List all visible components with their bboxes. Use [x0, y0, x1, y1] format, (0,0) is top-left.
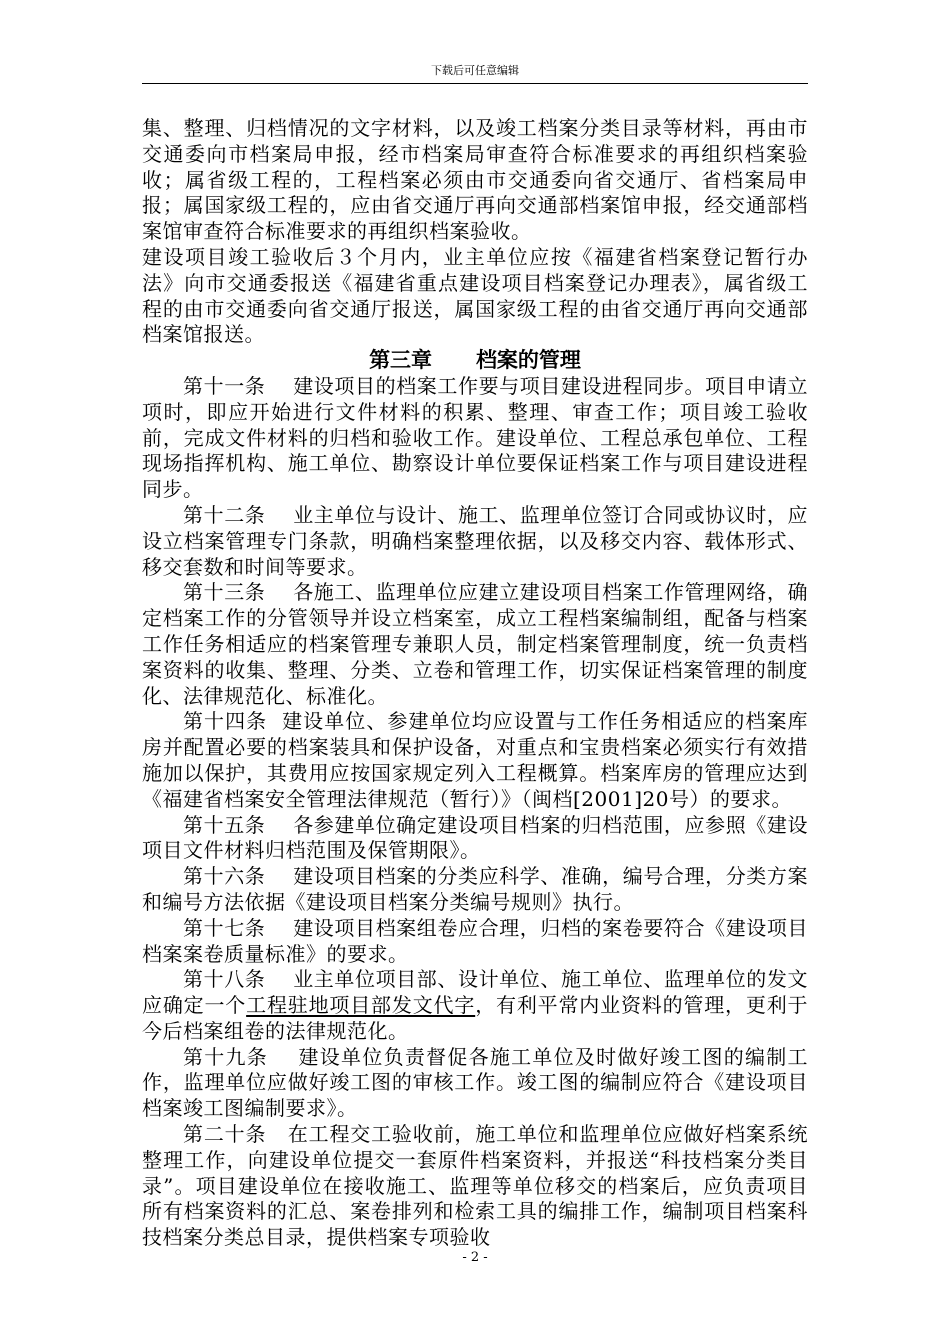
article-label: 第二十条 [183, 1122, 267, 1147]
article-19 [142, 1045, 808, 1122]
article-label: 第十七条 [183, 915, 266, 940]
chapter-title: 档案的管理 [475, 348, 581, 373]
article-20 [142, 1122, 808, 1251]
article-text: 业主单位与设计、施工、监理单位签订合同或协议时，应设立档案管理专门条款，明确档案整理依据，以及移交内容、载体形式、移交套数和时间等要求。 [142, 502, 808, 579]
article-text: 各施工、监理单位应建立建设项目档案工作管理网络，确定档案工作的分管领导并设立档案室，成立工程档案编制组，配备与档案工作任务相适应的档案管理专兼职人员，制定档案管理制度，统一负责档案资料的收集、整理、分类、立卷和管理工作，切实保证档案管理的制度化、法律规范化、标准化。 [142, 580, 808, 708]
page-header-note: 下载后可任意编辑 [431, 64, 519, 77]
article-label: 第十三条 [183, 580, 266, 605]
article-label: 第十八条 [183, 967, 266, 992]
chapter-number: 第三章 [369, 348, 433, 373]
article-text: 建设单位、参建单位均应设置与工作任务相适应的档案库房并配置必要的档案装具和保护设备，对重点和宝贵档案必须实行有效措施加以保护，其费用应按国家规定列入工程概算。档案库房的管理应达到《福建省档案安全管理法律规范（暂行）》（闽档[2001]20号）的要求。 [142, 709, 809, 811]
article-text: ，有利平常内业资料的管理，更利于今后档案组卷的法律规范化。 [142, 993, 809, 1043]
article-17 [142, 916, 808, 968]
article-text: 各参建单位确定建设项目档案的归档范围，应参照《建设项目文件材料归档范围及保管期限》。 [142, 812, 808, 863]
article-label: 第十五条 [183, 812, 266, 837]
article-label: 第十二条 [183, 502, 266, 527]
article-label: 第十四条 [183, 709, 268, 734]
article-12 [142, 503, 808, 580]
article-11 [142, 374, 808, 503]
article-label: 第十六条 [183, 864, 266, 889]
article-15 [142, 813, 808, 865]
article-text: 业主单位项目部、设计单位、施工单位、监理单位的发文应确定一个 [142, 967, 808, 1018]
article-text-underlined: 工程驻地项目部发文代字 [246, 993, 476, 1018]
article-text: 建设项目档案的分类应科学、准确，编号合理，分类方案和编号方法依据《建设项目档案分类编号规则》执行。 [142, 864, 808, 914]
document-body [142, 116, 808, 1251]
article-13 [142, 580, 808, 709]
article-label: 第十一条 [183, 373, 266, 398]
page-number: - 2 - [462, 1250, 488, 1265]
article-text: 建设项目的档案工作要与项目建设进程同步。项目申请立项时，即应开始进行文件材料的积累、整理、审查工作；项目竣工验收前，完成文件材料的归档和验收工作。建设单位、工程总承包单位、工程现场指挥机构、施工单位、勘察设计单位要保证档案工作与项目建设进程同步。 [142, 373, 808, 502]
paragraph-registration: 建设项目竣工验收后３个月内，业主单位应按《福建省档案登记暂行办法》向市交通委报送《福建省重点建设项目档案登记办理表》，属省级工程的由市交通委向省交通厅报送，属国家级工程的由省交通厅再向交通部档案馆报送。 [142, 244, 808, 347]
article-14 [142, 709, 808, 812]
article-18 [142, 967, 808, 1044]
article-text: 在工程交工验收前，施工单位和监理单位应做好档案系统整理工作，向建设单位提交一套原件档案资料，并报送“科技档案分类目录”。项目建设单位在接收施工、监理等单位移交的档案后，应负责项目所有档案资料的汇总、案卷排列和检索工具的编排工作，编制项目档案科技档案分类总目录，提供档案专项验收 [142, 1122, 809, 1250]
article-16 [142, 864, 808, 916]
article-label: 第十九条 [183, 1044, 269, 1069]
chapter-heading [142, 348, 808, 374]
article-text: 建设单位负责督促各施工单位及时做好竣工图的编制工作，监理单位应做好竣工图的审核工作。竣工图的编制应符合《建设项目档案竣工图编制要求》。 [142, 1044, 809, 1121]
header-divider [142, 83, 808, 84]
paragraph-continuation: 集、整理、归档情况的文字材料，以及竣工档案分类目录等材料，再由市交通委向市档案局申报，经市档案局审查符合标准要求的再组织档案验收；属省级工程的，工程档案必须由市交通委向省交通厅、省档案局申报；属国家级工程的，应由省交通厅再向交通部档案馆申报，经交通部档案馆审查符合标准要求的再组织档案验收。 [142, 116, 808, 244]
article-text: 建设项目档案组卷应合理，归档的案卷要符合《建设项目档案案卷质量标准》的要求。 [142, 915, 808, 966]
